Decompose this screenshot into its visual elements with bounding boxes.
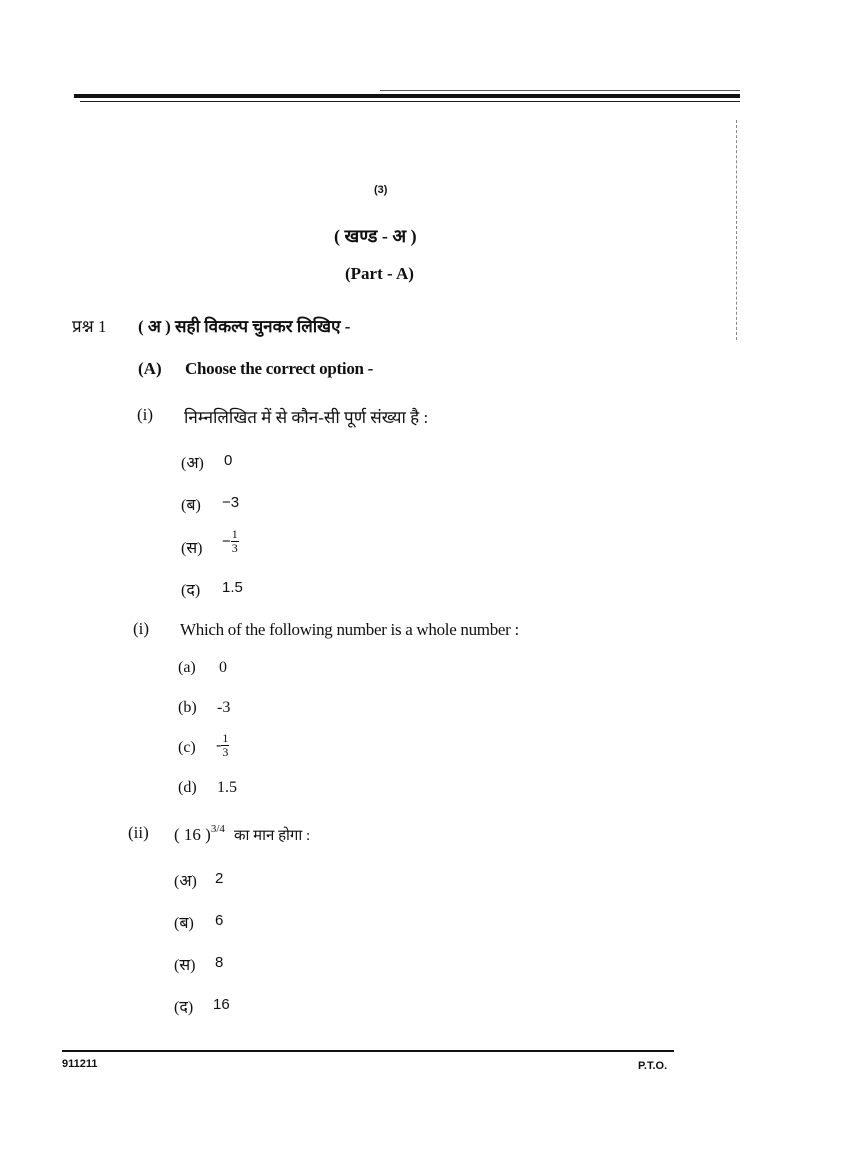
expression-base: ( 16 ) [174,825,211,844]
expression-exponent: 3/4 [210,823,225,835]
option-mark: (c) [178,739,196,756]
option-value: 0 [224,452,233,469]
option-mark: (द) [181,582,201,599]
header-rule-thin [380,90,740,91]
section-title-english: (Part - A) [345,264,414,283]
scan-edge-mark [736,120,738,340]
instruction-hindi: ( अ ) सही विकल्प चुनकर लिखिए - [138,317,351,336]
footer-rule [62,1050,674,1052]
item-text-hindi: निम्नलिखित में से कौन-सी पूर्ण संख्या है : [184,408,429,427]
item-text-english: Which of the following number is a whole number : [180,620,519,639]
page-number: (3) [374,184,388,196]
option-mark: (स) [181,540,203,557]
fraction-denominator: 3 [222,745,229,759]
option-mark: (a) [178,659,196,676]
item-number: (i) [133,619,150,638]
option-mark: (अ) [181,455,204,472]
option-value: 1.5 [222,579,243,596]
instruction-english: Choose the correct option - [185,359,373,378]
option-mark: (d) [178,779,197,796]
header-rule-under [80,101,740,102]
paper-code: 911211 [62,1058,98,1070]
fraction-sign: - [216,736,222,754]
option-mark: (स) [174,957,196,974]
fraction-sign: − [222,533,231,550]
item-expression [174,823,225,845]
option-value: −3 [222,494,240,511]
item-text-hindi: का मान होगा : [234,828,311,844]
item-number: (i) [137,405,154,424]
item-number: (ii) [128,823,149,842]
fraction-numerator: 1 [222,731,229,745]
fraction-denominator: 3 [231,541,238,555]
option-fraction [222,528,239,555]
option-value: 1.5 [217,779,237,796]
option-mark: (ब) [174,915,194,932]
option-value: 0 [219,659,227,676]
option-mark: (द) [174,999,194,1016]
section-title-hindi: ( खण्ड - अ ) [334,226,417,246]
option-mark: (ब) [181,497,201,514]
question-label: प्रश्न 1 [72,317,107,336]
option-fraction [216,732,229,759]
fraction [221,732,229,759]
option-mark: (b) [178,699,197,716]
instruction-english-mark: (A) [138,359,162,378]
option-value: 6 [215,912,224,929]
pto-label: P.T.O. [638,1060,668,1072]
fraction-numerator: 1 [231,527,238,541]
option-value: 8 [215,954,224,971]
header-rule-thick [74,94,740,98]
option-value: 2 [215,870,224,887]
option-value: 16 [213,996,230,1013]
fraction [231,528,239,555]
option-value: -3 [217,699,231,716]
option-mark: (अ) [174,873,197,890]
